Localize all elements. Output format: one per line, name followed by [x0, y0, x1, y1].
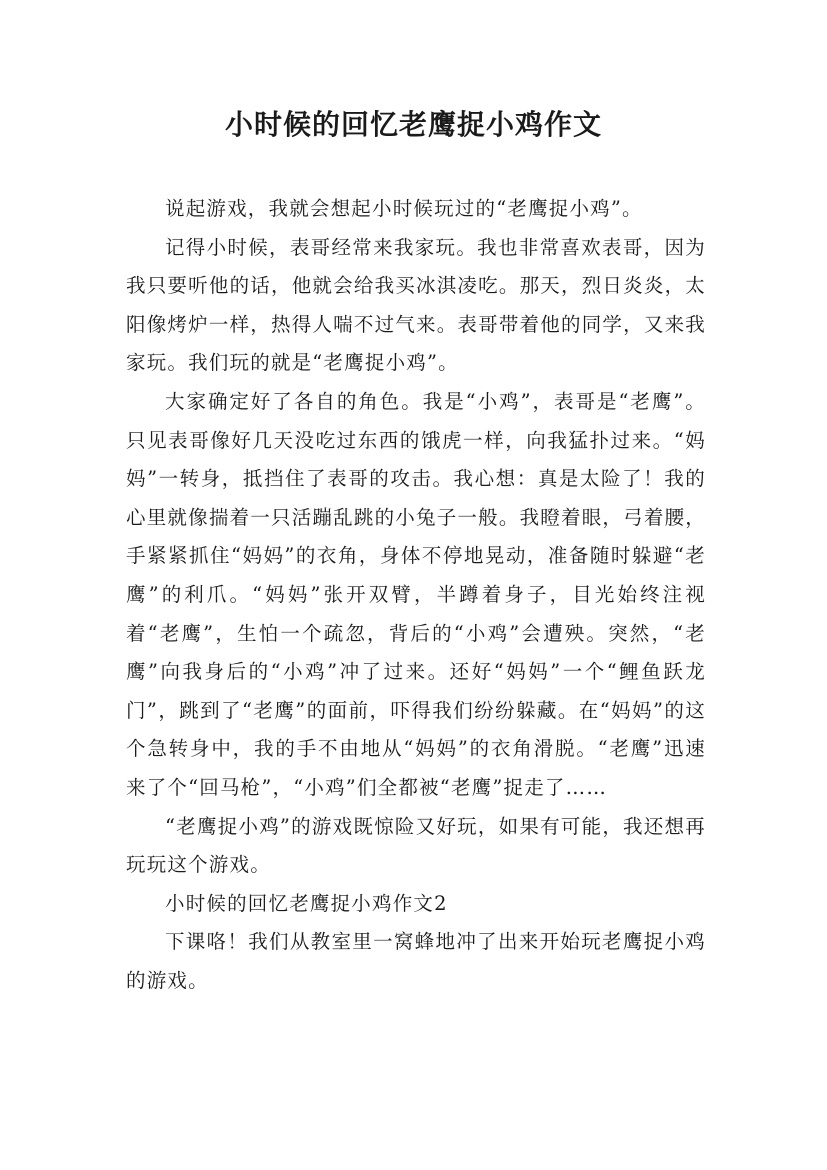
- paragraph: 记得小时候，表哥经常来我家玩。我也非常喜欢表哥，因为我只要听他的话，他就会给我买冰淇凌吃。那天，烈日炎炎，太阳像烤炉一样，热得人喘不过气来。表哥带着他的同学，又来我家玩。我们玩的就是“老鹰捉小鸡”。: [126, 235, 706, 375]
- paragraph: 大家确定好了各自的角色。我是“小鸡”，表哥是“老鹰”。只见表哥像好几天没吃过东西的饿虎一样，向我猛扑过来。“妈妈”一转身，抵挡住了表哥的攻击。我心想：真是太险了！我的心里就像揣着一只活蹦乱跳的小兔子一般。我瞪着眼，弓着腰，手紧紧抓住“妈妈”的衣角，身体不停地晃动，准备随时躲避“老鹰”的利爪。“妈妈”张开双臂，半蹲着身子，目光始终注视着“老鹰”，生怕一个疏忽，背后的“小鸡”会遭殃。突然，“老鹰”向我身后的“小鸡”冲了过来。还好“妈妈”一个“鲤鱼跃龙门”，跳到了“老鹰”的面前，吓得我们纷纷躲藏。在“妈妈”的这个急转身中，我的手不由地从“妈妈”的衣角滑脱。“老鹰”迅速来了个“回马枪”，“小鸡”们全都被“老鹰”捉走了……: [126, 389, 706, 799]
- paragraph: 说起游戏，我就会想起小时候玩过的“老鹰捉小鸡”。: [165, 197, 643, 220]
- document-title: 小时候的回忆老鹰捉小鸡作文: [224, 108, 602, 141]
- section-heading: 小时候的回忆老鹰捉小鸡作文2: [165, 891, 448, 915]
- paragraph: 下课咯！我们从教室里一窝蜂地冲了出来开始玩老鹰捉小鸡的游戏。: [126, 930, 706, 992]
- paragraph: “老鹰捉小鸡”的游戏既惊险又好玩，如果有可能，我还想再玩玩这个游戏。: [126, 814, 706, 877]
- document-body: [126, 190, 706, 1000]
